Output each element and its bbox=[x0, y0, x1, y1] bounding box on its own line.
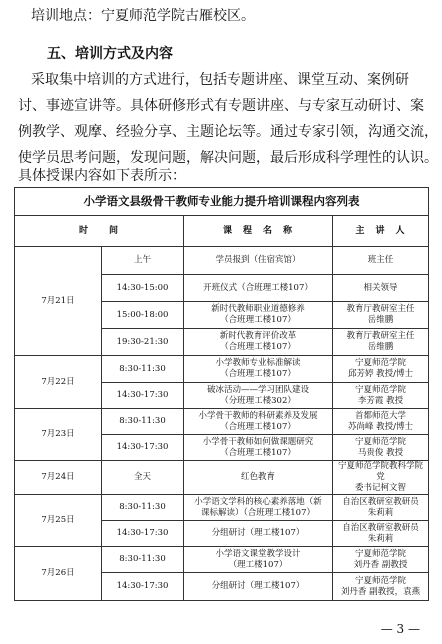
speaker-cell: 宁夏师范学院 李芳霞 教授 bbox=[333, 383, 429, 409]
page-number: — 3 — bbox=[380, 622, 420, 636]
time-cell: 8:30-11:30 bbox=[102, 547, 184, 573]
date-cell: 7月23日 bbox=[15, 409, 102, 461]
course-cell: 分组研讨（理工楼107） bbox=[184, 521, 333, 547]
time-cell: 8:30-11:30 bbox=[102, 356, 184, 383]
time-cell: 上午 bbox=[102, 247, 184, 275]
course-cell: 红色教育 bbox=[184, 461, 333, 495]
course-cell: 新时代教师职业道德修养 （合班理工楼107） bbox=[184, 302, 333, 329]
date-cell: 7月25日 bbox=[15, 495, 102, 547]
course-cell: 小学语文课堂教学设计 （理工楼107） bbox=[184, 547, 333, 573]
course-cell: 开班仪式（合班理工楼107） bbox=[184, 275, 333, 302]
course-cell: 小学语文学科的核心素养落地（新 课标解读）（合班理工楼107） bbox=[184, 495, 333, 521]
speaker-cell: 首都师范大学 苏尚峰 教授/博士 bbox=[333, 409, 429, 435]
speaker-cell: 宁夏师范学院 刘丹香 副教授 bbox=[333, 547, 429, 573]
time-cell: 14:30-15:00 bbox=[102, 275, 184, 302]
section-heading: 五、培训方式及内容 bbox=[47, 46, 173, 62]
speaker-cell: 自治区教研室教研员 朱莉莉 bbox=[333, 521, 429, 547]
time-cell: 14:30-17:30 bbox=[102, 435, 184, 461]
course-cell: 小学教师专业标准解读 （合班理工楼107） bbox=[184, 356, 333, 383]
speaker-cell: 宁夏师范学院 邱芳婷 教授/博士 bbox=[333, 356, 429, 383]
table-row bbox=[15, 547, 429, 573]
course-schedule-table bbox=[14, 187, 429, 601]
table-row bbox=[15, 461, 429, 495]
time-cell: 15:00-18:00 bbox=[102, 302, 184, 329]
speaker-cell: 教育厅教研室主任 岳维鹏 bbox=[333, 302, 429, 329]
header-time: 时 间 bbox=[15, 216, 184, 247]
course-cell: 小学骨干教师的科研素养及发展 （合班理工楼107） bbox=[184, 409, 333, 435]
header-speaker: 主 讲 人 bbox=[333, 216, 429, 247]
table-title: 小学语文县级骨干教师专业能力提升培训课程内容列表 bbox=[15, 188, 429, 216]
date-cell: 7月24日 bbox=[15, 461, 102, 495]
body-line-3: 例教学、观摩、经验分享、主题论坛等。通过专家引领，沟通交流， bbox=[18, 124, 438, 140]
table-row bbox=[15, 247, 429, 275]
course-cell: 学员报到（住宿宾馆） bbox=[184, 247, 333, 275]
date-cell: 7月22日 bbox=[15, 356, 102, 409]
course-cell: 破冰活动——学习团队建设 （分班理工楼302） bbox=[184, 383, 333, 409]
table-row bbox=[15, 356, 429, 383]
time-cell: 全天 bbox=[102, 461, 184, 495]
time-cell: 19:30-21:30 bbox=[102, 329, 184, 356]
speaker-cell: 相关领导 bbox=[333, 275, 429, 302]
time-cell: 14:30-17:30 bbox=[102, 383, 184, 409]
body-line-1: 采取集中培训的方式进行，包括专题讲座、课堂互动、案例研 bbox=[31, 72, 409, 88]
body-line-4: 使学员思考问题，发现问题，解决问题，最后形成科学理性的认识。 bbox=[18, 150, 438, 166]
date-cell: 7月26日 bbox=[15, 547, 102, 601]
time-cell: 8:30-11:30 bbox=[102, 409, 184, 435]
header-course: 课 程 名 称 bbox=[184, 216, 333, 247]
time-cell: 14:30-17:30 bbox=[102, 573, 184, 601]
body-line-5: 具体授课内容如下表所示： bbox=[18, 168, 186, 184]
speaker-cell: 宁夏师范学院教科学院党 委书记柯文智 bbox=[333, 461, 429, 495]
course-cell: 小学骨干教师如何做课题研究 （合班理工楼107） bbox=[184, 435, 333, 461]
table-row bbox=[15, 409, 429, 435]
speaker-cell: 宁夏师范学院 马贵俊 教授 bbox=[333, 435, 429, 461]
body-line-2: 讨、事迹宣讲等。具体研修形式有专题讲座、与专家互动研讨、案 bbox=[18, 98, 424, 114]
date-cell: 7月21日 bbox=[15, 247, 102, 356]
speaker-cell: 教育厅教研室主任 岳维鹏 bbox=[333, 329, 429, 356]
time-cell: 14:30-17:30 bbox=[102, 521, 184, 547]
speaker-cell: 宁夏师范学院 刘丹香 副教授，袁燕 bbox=[333, 573, 429, 601]
training-location: 培训地点：宁夏师范学院古雁校区。 bbox=[31, 8, 255, 24]
speaker-cell: 班主任 bbox=[333, 247, 429, 275]
course-cell: 新时代教育评价改革 （合班理工楼107） bbox=[184, 329, 333, 356]
time-cell: 8:30-11:30 bbox=[102, 495, 184, 521]
course-cell: 分组研讨（理工楼107） bbox=[184, 573, 333, 601]
table-row bbox=[15, 495, 429, 521]
speaker-cell: 自治区教研室教研员 朱莉莉 bbox=[333, 495, 429, 521]
